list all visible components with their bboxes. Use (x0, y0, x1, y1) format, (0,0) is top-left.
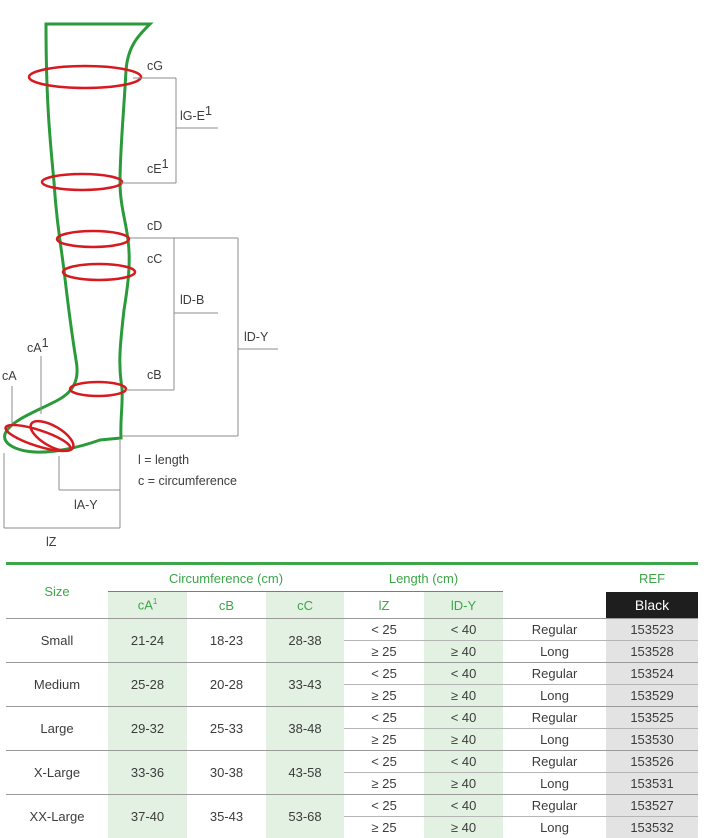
cell-cA: 25-28 (108, 663, 187, 707)
cell-size: Medium (6, 663, 108, 707)
header-color-black: Black (606, 592, 698, 619)
cell-lZ: ≥ 25 (344, 685, 424, 707)
cell-ref: 153527 (606, 795, 698, 817)
label-cA: cA (2, 369, 17, 383)
header-cA: $cA^1$ (108, 592, 187, 619)
legend-circumference: c = circumference (138, 474, 237, 488)
table-row (6, 663, 698, 685)
cell-cC: 28-38 (266, 619, 344, 663)
circumference-ring-cB (70, 382, 126, 396)
cell-lD-Y: ≥ 40 (424, 773, 503, 795)
cell-lZ: ≥ 25 (344, 729, 424, 751)
label-cD: cD (147, 219, 162, 233)
cell-cB: 35-43 (187, 795, 266, 838)
cell-ref: 153524 (606, 663, 698, 685)
cell-ref: 153530 (606, 729, 698, 751)
cell-length-type: Regular (503, 751, 606, 773)
cell-size: X-Large (6, 751, 108, 795)
cell-lD-Y: < 40 (424, 707, 503, 729)
header-circumference: Circumference (cm) (108, 564, 344, 592)
size-table (6, 562, 698, 838)
label-lG-E: lG-E1 (180, 104, 212, 123)
table-row (6, 619, 698, 641)
label-lD-B: lD-B (180, 293, 204, 307)
cell-length-type: Regular (503, 795, 606, 817)
cell-cB: 20-28 (187, 663, 266, 707)
label-cB: cB (147, 368, 162, 382)
label-cC: cC (147, 252, 162, 266)
cell-cA: 37-40 (108, 795, 187, 838)
cell-ref: 153526 (606, 751, 698, 773)
cell-length-type: Long (503, 729, 606, 751)
table-row (6, 751, 698, 773)
table-body (6, 619, 698, 838)
cell-lZ: ≥ 25 (344, 773, 424, 795)
circumference-ring-cD (57, 231, 129, 247)
cell-length-type: Regular (503, 663, 606, 685)
cell-lZ: < 25 (344, 707, 424, 729)
label-lA-Y: lA-Y (74, 498, 98, 512)
cell-ref: 153531 (606, 773, 698, 795)
cell-lZ: ≥ 25 (344, 641, 424, 663)
cell-size: Large (6, 707, 108, 751)
cell-size: Small (6, 619, 108, 663)
cell-lZ: < 25 (344, 751, 424, 773)
header-row-groups (6, 564, 698, 592)
circumference-ring-cC (63, 264, 135, 280)
cell-ref: 153525 (606, 707, 698, 729)
header-lD-Y: lD-Y (424, 592, 503, 619)
label-cA1: cA1 (27, 336, 49, 355)
cell-ref: 153529 (606, 685, 698, 707)
header-lZ: lZ (344, 592, 424, 619)
cell-length-type: Regular (503, 707, 606, 729)
cell-lD-Y: ≥ 40 (424, 729, 503, 751)
cell-ref: 153532 (606, 817, 698, 838)
cell-size: XX-Large (6, 795, 108, 838)
cell-length-type: Long (503, 685, 606, 707)
legend-length: l = length (138, 453, 189, 467)
label-cG: cG (147, 59, 163, 73)
cell-lD-Y: ≥ 40 (424, 817, 503, 838)
header-cC: cC (266, 592, 344, 619)
table-row (6, 795, 698, 817)
cell-cC: 43-58 (266, 751, 344, 795)
cell-ref: 153528 (606, 641, 698, 663)
cell-lZ: < 25 (344, 795, 424, 817)
cell-lD-Y: < 40 (424, 795, 503, 817)
cell-lD-Y: ≥ 40 (424, 641, 503, 663)
cell-cC: 33-43 (266, 663, 344, 707)
label-lZ: lZ (46, 535, 57, 549)
cell-lZ: < 25 (344, 619, 424, 641)
header-length: Length (cm) (344, 564, 503, 592)
table-row (6, 707, 698, 729)
cell-cB: 30-38 (187, 751, 266, 795)
cell-cA: 21-24 (108, 619, 187, 663)
cell-cC: 38-48 (266, 707, 344, 751)
cell-ref: 153523 (606, 619, 698, 641)
cell-cA: 33-36 (108, 751, 187, 795)
cell-cB: 25-33 (187, 707, 266, 751)
cell-length-type: Long (503, 641, 606, 663)
cell-length-type: Regular (503, 619, 606, 641)
cell-cB: 18-23 (187, 619, 266, 663)
header-size: Size (6, 564, 108, 619)
cell-lD-Y: < 40 (424, 751, 503, 773)
cell-cA: 29-32 (108, 707, 187, 751)
cell-cC: 53-68 (266, 795, 344, 838)
label-cE1: cE1 (147, 157, 169, 176)
cell-lZ: ≥ 25 (344, 817, 424, 838)
label-lD-Y: lD-Y (244, 330, 269, 344)
cell-lD-Y: < 40 (424, 619, 503, 641)
header-cB: cB (187, 592, 266, 619)
cell-lZ: < 25 (344, 663, 424, 685)
cell-length-type: Long (503, 773, 606, 795)
header-row-columns (6, 592, 698, 619)
cell-lD-Y: < 40 (424, 663, 503, 685)
cell-length-type: Long (503, 817, 606, 838)
cell-lD-Y: ≥ 40 (424, 685, 503, 707)
header-ref: REF (606, 564, 698, 592)
